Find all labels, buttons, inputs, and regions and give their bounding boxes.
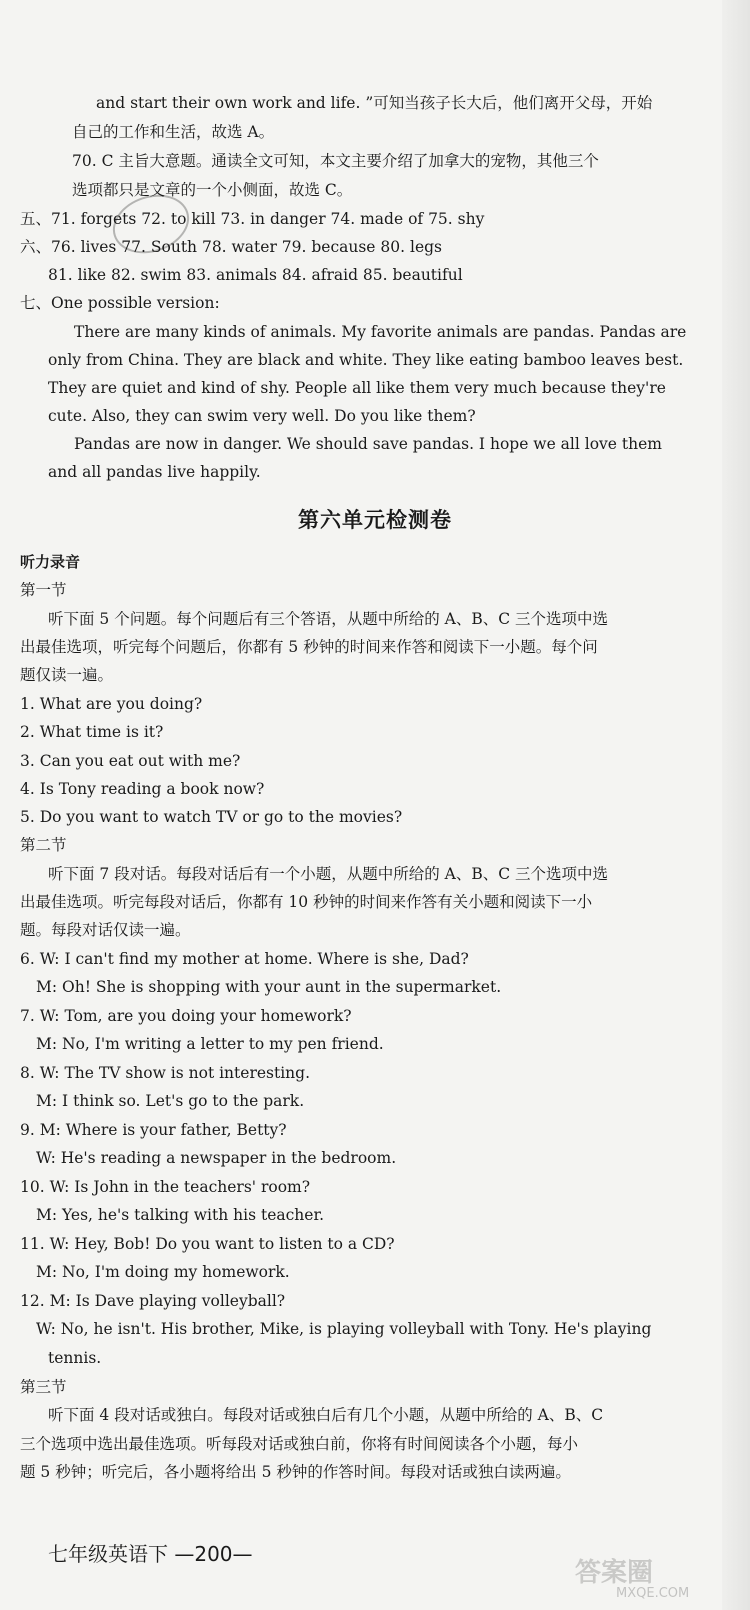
instruction-line: 题。每段对话仅读一遍。 [20, 921, 191, 939]
instruction-line: 出最佳选项，听完每个问题后，你都有 5 秒钟的时间来作答和阅读下一小题。每个问 [20, 638, 598, 656]
instruction-line: 题 5 秒钟；听完后，各小题将给出 5 秒钟的作答时间。每段对话或独白读两遍。 [20, 1463, 571, 1481]
essay-line: only from China. They are black and white. They like eating bamboo leaves best. [48, 351, 684, 369]
part-heading: 第二节 [20, 836, 67, 854]
watermark-url: MXQE.COM [616, 1586, 690, 1601]
dialogue-line: 8. W: The TV show is not interesting. [20, 1064, 310, 1082]
dialogue-line: 7. W: Tom, are you doing your homework? [20, 1007, 352, 1025]
answer-line-6b: 81. like 82. swim 83. animals 84. afraid 85. beautiful [48, 266, 463, 284]
text-line: and start their own work and life. ”可知当孩子长大后，他们离开父母，开始 [96, 94, 653, 112]
dialogue-line: 12. M: Is Dave playing volleyball? [20, 1292, 286, 1310]
question-1: 1. What are you doing? [20, 695, 203, 713]
question-5: 5. Do you want to watch TV or go to the movies? [20, 808, 403, 826]
dialogue-line: 10. W: Is John in the teachers' room? [20, 1178, 311, 1196]
page-edge [722, 0, 750, 1610]
dialogue-line: M: Oh! She is shopping with your aunt in the supermarket. [36, 978, 502, 996]
instruction-line: 三个选项中选出最佳选项。听每段对话或独白前，你将有时间阅读各个小题，每小 [20, 1435, 579, 1453]
dialogue-line: 11. W: Hey, Bob! Do you want to listen to a CD? [20, 1235, 395, 1253]
text-line: 70. C 主旨大意题。通读全文可知，本文主要介绍了加拿大的宠物，其他三个 [72, 152, 599, 170]
instruction-line: 听下面 4 段对话或独白。每段对话或独白后有几个小题，从题中所给的 A、B、C [48, 1406, 604, 1424]
listening-heading: 听力录音 [20, 553, 81, 571]
section-title: 第六单元检测卷 [298, 508, 452, 532]
part-heading: 第三节 [20, 1378, 67, 1396]
dialogue-line: W: No, he isn't. His brother, Mike, is playing volleyball with Tony. He's playing [36, 1320, 652, 1338]
dialogue-line: 9. M: Where is your father, Betty? [20, 1121, 287, 1139]
dialogue-line: 6. W: I can't find my mother at home. Where is she, Dad? [20, 950, 469, 968]
instruction-line: 题仅读一遍。 [20, 666, 114, 684]
dialogue-line: M: Yes, he's talking with his teacher. [36, 1206, 325, 1224]
question-2: 2. What time is it? [20, 723, 164, 741]
answer-line-7: 七、One possible version: [20, 294, 220, 312]
dialogue-line: M: I think so. Let's go to the park. [36, 1092, 305, 1110]
watermark-logo: 答案圈 [575, 1558, 654, 1588]
question-4: 4. Is Tony reading a book now? [20, 780, 265, 798]
page-footer: 七年级英语下 —200— [48, 1542, 253, 1566]
question-3: 3. Can you eat out with me? [20, 752, 241, 770]
answer-line-5: 五、71. forgets 72. to kill 73. in danger 74. made of 75. shy [20, 210, 485, 228]
text-line: 自己的工作和生活，故选 A。 [72, 123, 275, 141]
essay-line: cute. Also, they can swim very well. Do you like them? [48, 407, 476, 425]
essay-line: They are quiet and kind of shy. People all like them very much because they're [48, 379, 666, 397]
text-line: 选项都只是文章的一个小侧面，故选 C。 [72, 181, 353, 199]
essay-line: Pandas are now in danger. We should save pandas. I hope we all love them [74, 435, 662, 453]
instruction-line: 听下面 5 个问题。每个问题后有三个答语，从题中所给的 A、B、C 三个选项中选 [48, 610, 609, 628]
answer-line-6: 六、76. lives 77. South 78. water 79. because 80. legs [20, 238, 442, 256]
part-heading: 第一节 [20, 581, 67, 599]
instruction-line: 出最佳选项。听完每段对话后，你都有 10 秒钟的时间来作答有关小题和阅读下一小 [20, 893, 593, 911]
dialogue-line: tennis. [48, 1349, 102, 1367]
essay-line: There are many kinds of animals. My favorite animals are pandas. Pandas are [74, 323, 687, 341]
essay-line: and all pandas live happily. [48, 463, 261, 481]
dialogue-line: M: No, I'm doing my homework. [36, 1263, 290, 1281]
dialogue-line: M: No, I'm writing a letter to my pen friend. [36, 1035, 384, 1053]
dialogue-line: W: He's reading a newspaper in the bedroom. [36, 1149, 397, 1167]
instruction-line: 听下面 7 段对话。每段对话后有一个小题，从题中所给的 A、B、C 三个选项中选 [48, 865, 609, 883]
